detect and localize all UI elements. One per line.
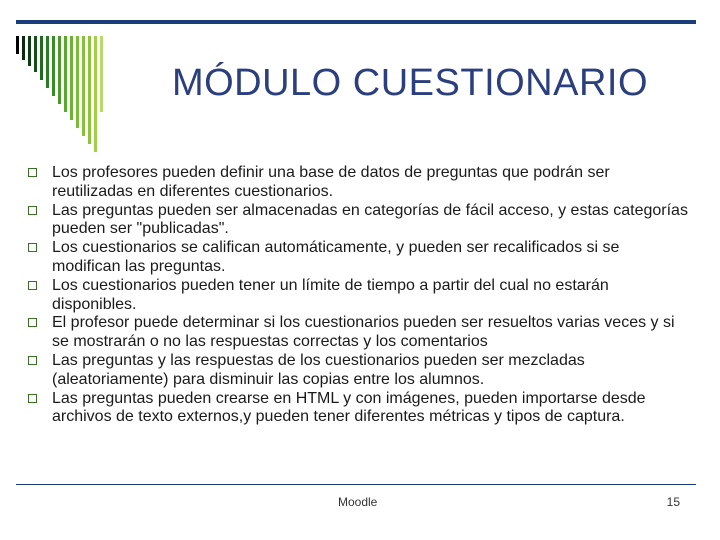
bullet-item	[28, 390, 688, 428]
slide-title: MÓDULO CUESTIONARIO	[171, 62, 649, 104]
bullet-text: Los cuestionarios pueden tener un límite de tiempo a partir del cual no estarán disponibles.	[52, 276, 609, 313]
decorative-bar	[76, 36, 79, 128]
bullet-text: Las preguntas y las respuestas de los cuestionarios pueden ser mezcladas (aleatoriamente) para disminuir las copias entre los alumnos.	[52, 351, 585, 388]
bullet-text: Las preguntas pueden crearse en HTML y con imágenes, pueden importarse desde archivos de texto externos,y pueden tener diferentes métricas y tipos de captura.	[52, 389, 646, 426]
bullet-item	[28, 202, 688, 240]
bullet-text: Las preguntas pueden ser almacenadas en categorías de fácil acceso, y estas categorías pueden ser "publicadas".	[52, 201, 688, 238]
decorative-bar	[16, 36, 19, 54]
bullet-box-icon	[28, 394, 37, 403]
bullet-box-icon	[28, 318, 37, 327]
decorative-bar	[40, 36, 43, 80]
bullet-text: Los cuestionarios se califican automáticamente, y pueden ser recalificados si se modifican las preguntas.	[52, 239, 620, 275]
bullet-box-icon	[28, 168, 37, 177]
decorative-bar	[94, 36, 97, 152]
bullet-box-icon	[28, 281, 37, 290]
decorative-bar	[34, 36, 37, 72]
bullet-item	[28, 352, 688, 390]
decorative-bar	[28, 36, 31, 66]
decorative-bar	[58, 36, 61, 104]
bullet-item	[28, 239, 688, 277]
bullet-text: Los profesores pueden definir una base de datos de preguntas que podrán ser reutilizadas en diferentes cuestionarios.	[52, 164, 610, 200]
decorative-bar	[64, 36, 67, 112]
bullet-box-icon	[28, 356, 37, 365]
bullet-list	[28, 164, 688, 427]
bullet-text: El profesor puede determinar si los cuestionarios pueden ser resueltos varias veces y si se mostrarán o no las respuestas correctas y los comentarios	[52, 314, 675, 351]
bottom-divider	[16, 484, 696, 485]
decorative-bar	[88, 36, 91, 144]
decorative-bar	[100, 36, 103, 112]
decorative-bar	[46, 36, 49, 88]
bullet-item	[28, 314, 688, 352]
bullet-box-icon	[28, 206, 37, 215]
decorative-bar	[70, 36, 73, 120]
decorative-bars	[16, 36, 156, 156]
decorative-bar	[22, 36, 25, 60]
decorative-bar	[82, 36, 85, 136]
bullet-item	[28, 277, 688, 315]
bullet-item	[28, 164, 688, 202]
top-divider	[16, 20, 696, 24]
decorative-bar	[52, 36, 55, 96]
footer-label: Moodle	[338, 495, 378, 509]
page-number: 15	[666, 495, 680, 509]
bullet-box-icon	[28, 243, 37, 252]
